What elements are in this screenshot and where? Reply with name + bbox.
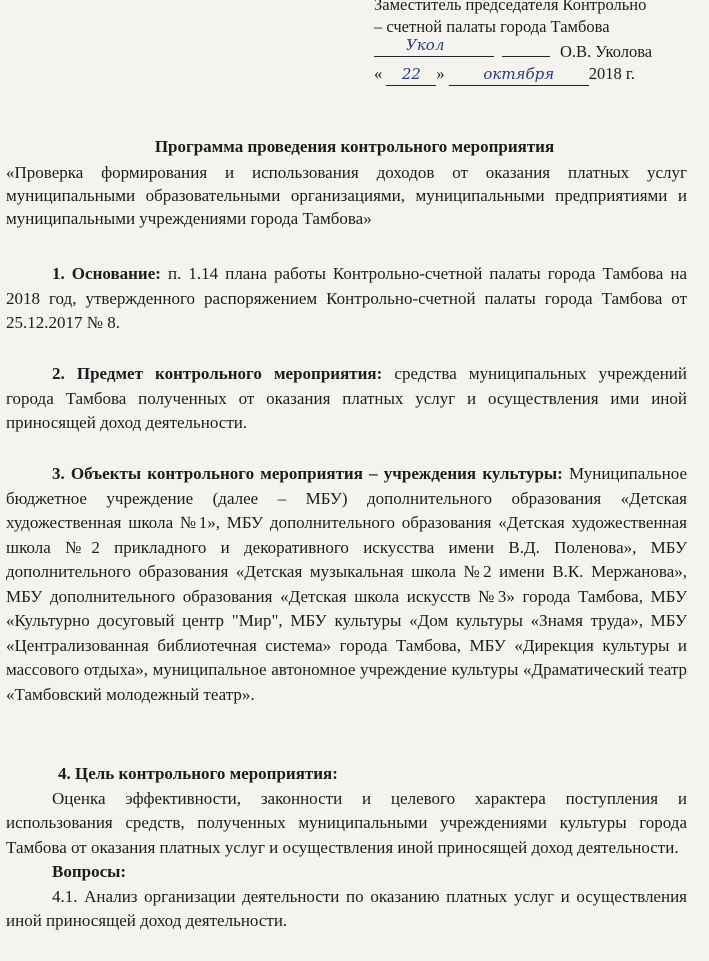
section-subject (6, 362, 687, 436)
document-title: Программа проведения контрольного мероприятия (154, 137, 555, 156)
date-close-quote: » (436, 64, 445, 83)
handwritten-signature: Укол (406, 36, 445, 54)
date-month: октября (449, 63, 589, 86)
approval-position-line1: Заместитель председателя Контрольно (374, 0, 647, 14)
section-objects-text: Муниципальное бюджетное учреждение (далее – МБУ) дополнительного образования «Детская художественная школа №1», МБУ дополнительного образования «Детская художественная школа №2 прикладного и декоративного искусства имени В.Д. Поленова», МБУ дополнительного образования «Детская музыкальная школа №2 имени В.К. Мержанова», МБУ дополнительного образования «Детская школа искусств №3» города Тамбова, МБУ «Культурно досуговый центр "Мир", МБУ культуры «Дом культуры «Знамя труда», МБУ «Централизованная библиотечная система» города Тамбова, МБУ «Дирекция культуры и массового отдыха», муниципальное автономное учреждение культуры «Драматический театр «Тамбовский молодежный театр». (6, 464, 688, 704)
approver-name: О.В. Уколова (560, 42, 653, 61)
signature-line (374, 38, 494, 57)
section-goal-text: Оценка эффективности, законности и целевого характера поступления и использования средств, полученных муниципальными учреждениями культуры города Тамбова от оказания платных услуг и осуществления иной приносящей доход деятельности. (6, 788, 687, 857)
date-open-quote: « (374, 64, 383, 83)
section-basis-heading: 1. Основание: (52, 264, 161, 283)
questions-heading: Вопросы: (52, 862, 127, 881)
approval-date-row (374, 63, 704, 86)
section-subject-text: средства муниципальных учреждений города Тамбова полученных от оказания платных услуг и осуществления ими иной приносящей доход деятельности. (6, 364, 687, 432)
subject-text: «Проверка формирования и использования доходов от оказания платных услуг муниципальными образовательными организациями, муниципальными предприятиями и муниципальными учреждениями города Тамбова» (6, 163, 687, 228)
approval-position-line2: – счетной палаты города Тамбова (374, 17, 610, 36)
signature-line-short (502, 38, 550, 57)
section-goal (6, 762, 687, 934)
section-goal-heading: 4. Цель контрольного мероприятия: (58, 764, 338, 783)
approval-signature-row (374, 38, 704, 63)
approval-block (374, 0, 704, 86)
section-basis-paragraph (6, 262, 687, 336)
section-objects-paragraph (6, 462, 687, 707)
section-basis-text: п. 1.14 плана работы Контрольно-счетной палаты города Тамбова на 2018 год, утвержденного распоряжением Контрольно-счетной палаты города Тамбова от 25.12.2017 № 8. (6, 264, 687, 332)
question-4-1: 4.1. Анализ организации деятельности по оказанию платных услуг и осуществления иной приносящей доход деятельности. (6, 886, 687, 930)
section-objects-heading: 3. Объекты контрольного мероприятия – учреждения культуры: (52, 464, 563, 483)
section-subject-heading: 2. Предмет контрольного мероприятия: (52, 364, 383, 383)
date-year: 2018 г. (588, 64, 635, 83)
section-objects (6, 462, 687, 707)
date-day: 22 (386, 63, 436, 86)
section-basis (6, 262, 687, 336)
document-subject (6, 161, 687, 230)
section-subject-paragraph (6, 362, 687, 436)
